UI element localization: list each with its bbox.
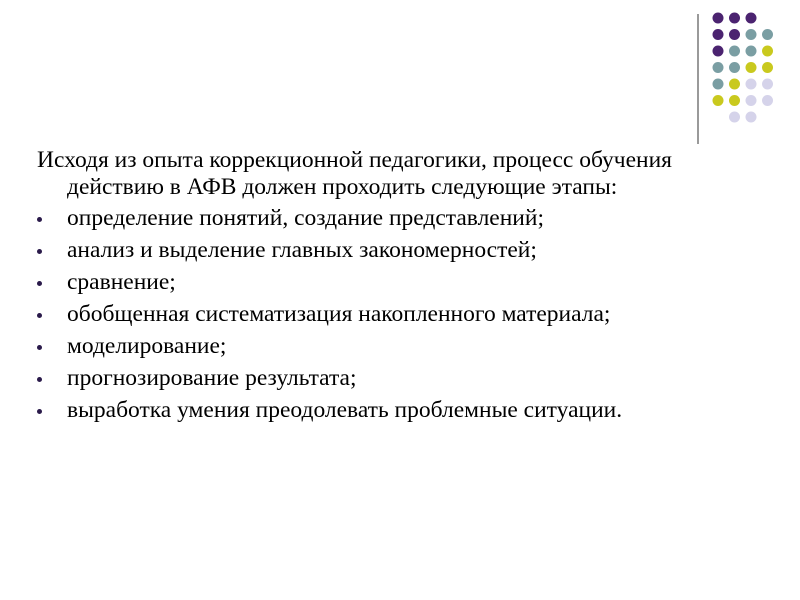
- bullet-icon: [37, 217, 42, 222]
- list-item-text: определение понятий, создание представлений;: [67, 205, 544, 231]
- decorative-dot: [746, 46, 757, 57]
- bullet-icon: [37, 377, 42, 382]
- decorative-dot: [746, 13, 757, 24]
- decorative-dot: [746, 79, 757, 90]
- decorative-dot: [746, 95, 757, 106]
- list-item-text: анализ и выделение главных закономерностей;: [67, 237, 537, 263]
- decorative-dot: [729, 13, 740, 24]
- list-item: [37, 205, 757, 232]
- decorative-dot: [762, 95, 773, 106]
- list-item: [37, 269, 757, 296]
- decorative-dot: [746, 62, 757, 73]
- decorative-dot: [729, 79, 740, 90]
- decorative-dot: [729, 112, 740, 123]
- bullet-icon: [37, 249, 42, 254]
- list-item: [37, 397, 757, 424]
- decorative-dot: [746, 112, 757, 123]
- decorative-dot: [762, 46, 773, 57]
- list-item-text: сравнение;: [67, 269, 176, 295]
- bullet-icon: [37, 409, 42, 414]
- bullet-icon: [37, 281, 42, 286]
- list-item: [37, 301, 757, 328]
- intro-paragraph: Исходя из опыта коррекционной педагогики, процесс обучения действию в АФВ должен проходить следующие этапы:: [37, 147, 672, 200]
- decorative-dot: [746, 29, 757, 40]
- list-item-text: моделирование;: [67, 333, 227, 359]
- decorative-dot: [713, 13, 724, 24]
- list-item: [37, 333, 757, 360]
- decorative-dot: [762, 29, 773, 40]
- decorative-dot: [713, 46, 724, 57]
- decorative-dot: [762, 62, 773, 73]
- list-item-text: обобщенная систематизация накопленного материала;: [67, 301, 611, 327]
- list-item: [37, 365, 757, 392]
- stages-list: [37, 205, 757, 424]
- decorative-dot: [729, 95, 740, 106]
- decorative-dot-grid: [700, 6, 800, 132]
- decorative-dot: [729, 62, 740, 73]
- decorative-dot: [729, 29, 740, 40]
- list-item: [37, 237, 757, 264]
- decorative-dot: [713, 62, 724, 73]
- list-item-text: выработка умения преодолевать проблемные ситуации.: [67, 397, 623, 423]
- decorative-dot: [729, 46, 740, 57]
- decorative-dot: [713, 79, 724, 90]
- decorative-dot: [762, 79, 773, 90]
- bullet-icon: [37, 345, 42, 350]
- slide-content: [37, 147, 757, 429]
- decorative-dot: [713, 29, 724, 40]
- decorative-dot: [713, 95, 724, 106]
- list-item-text: прогнозирование результата;: [67, 365, 357, 391]
- decorative-divider-line: [697, 14, 699, 144]
- bullet-icon: [37, 313, 42, 318]
